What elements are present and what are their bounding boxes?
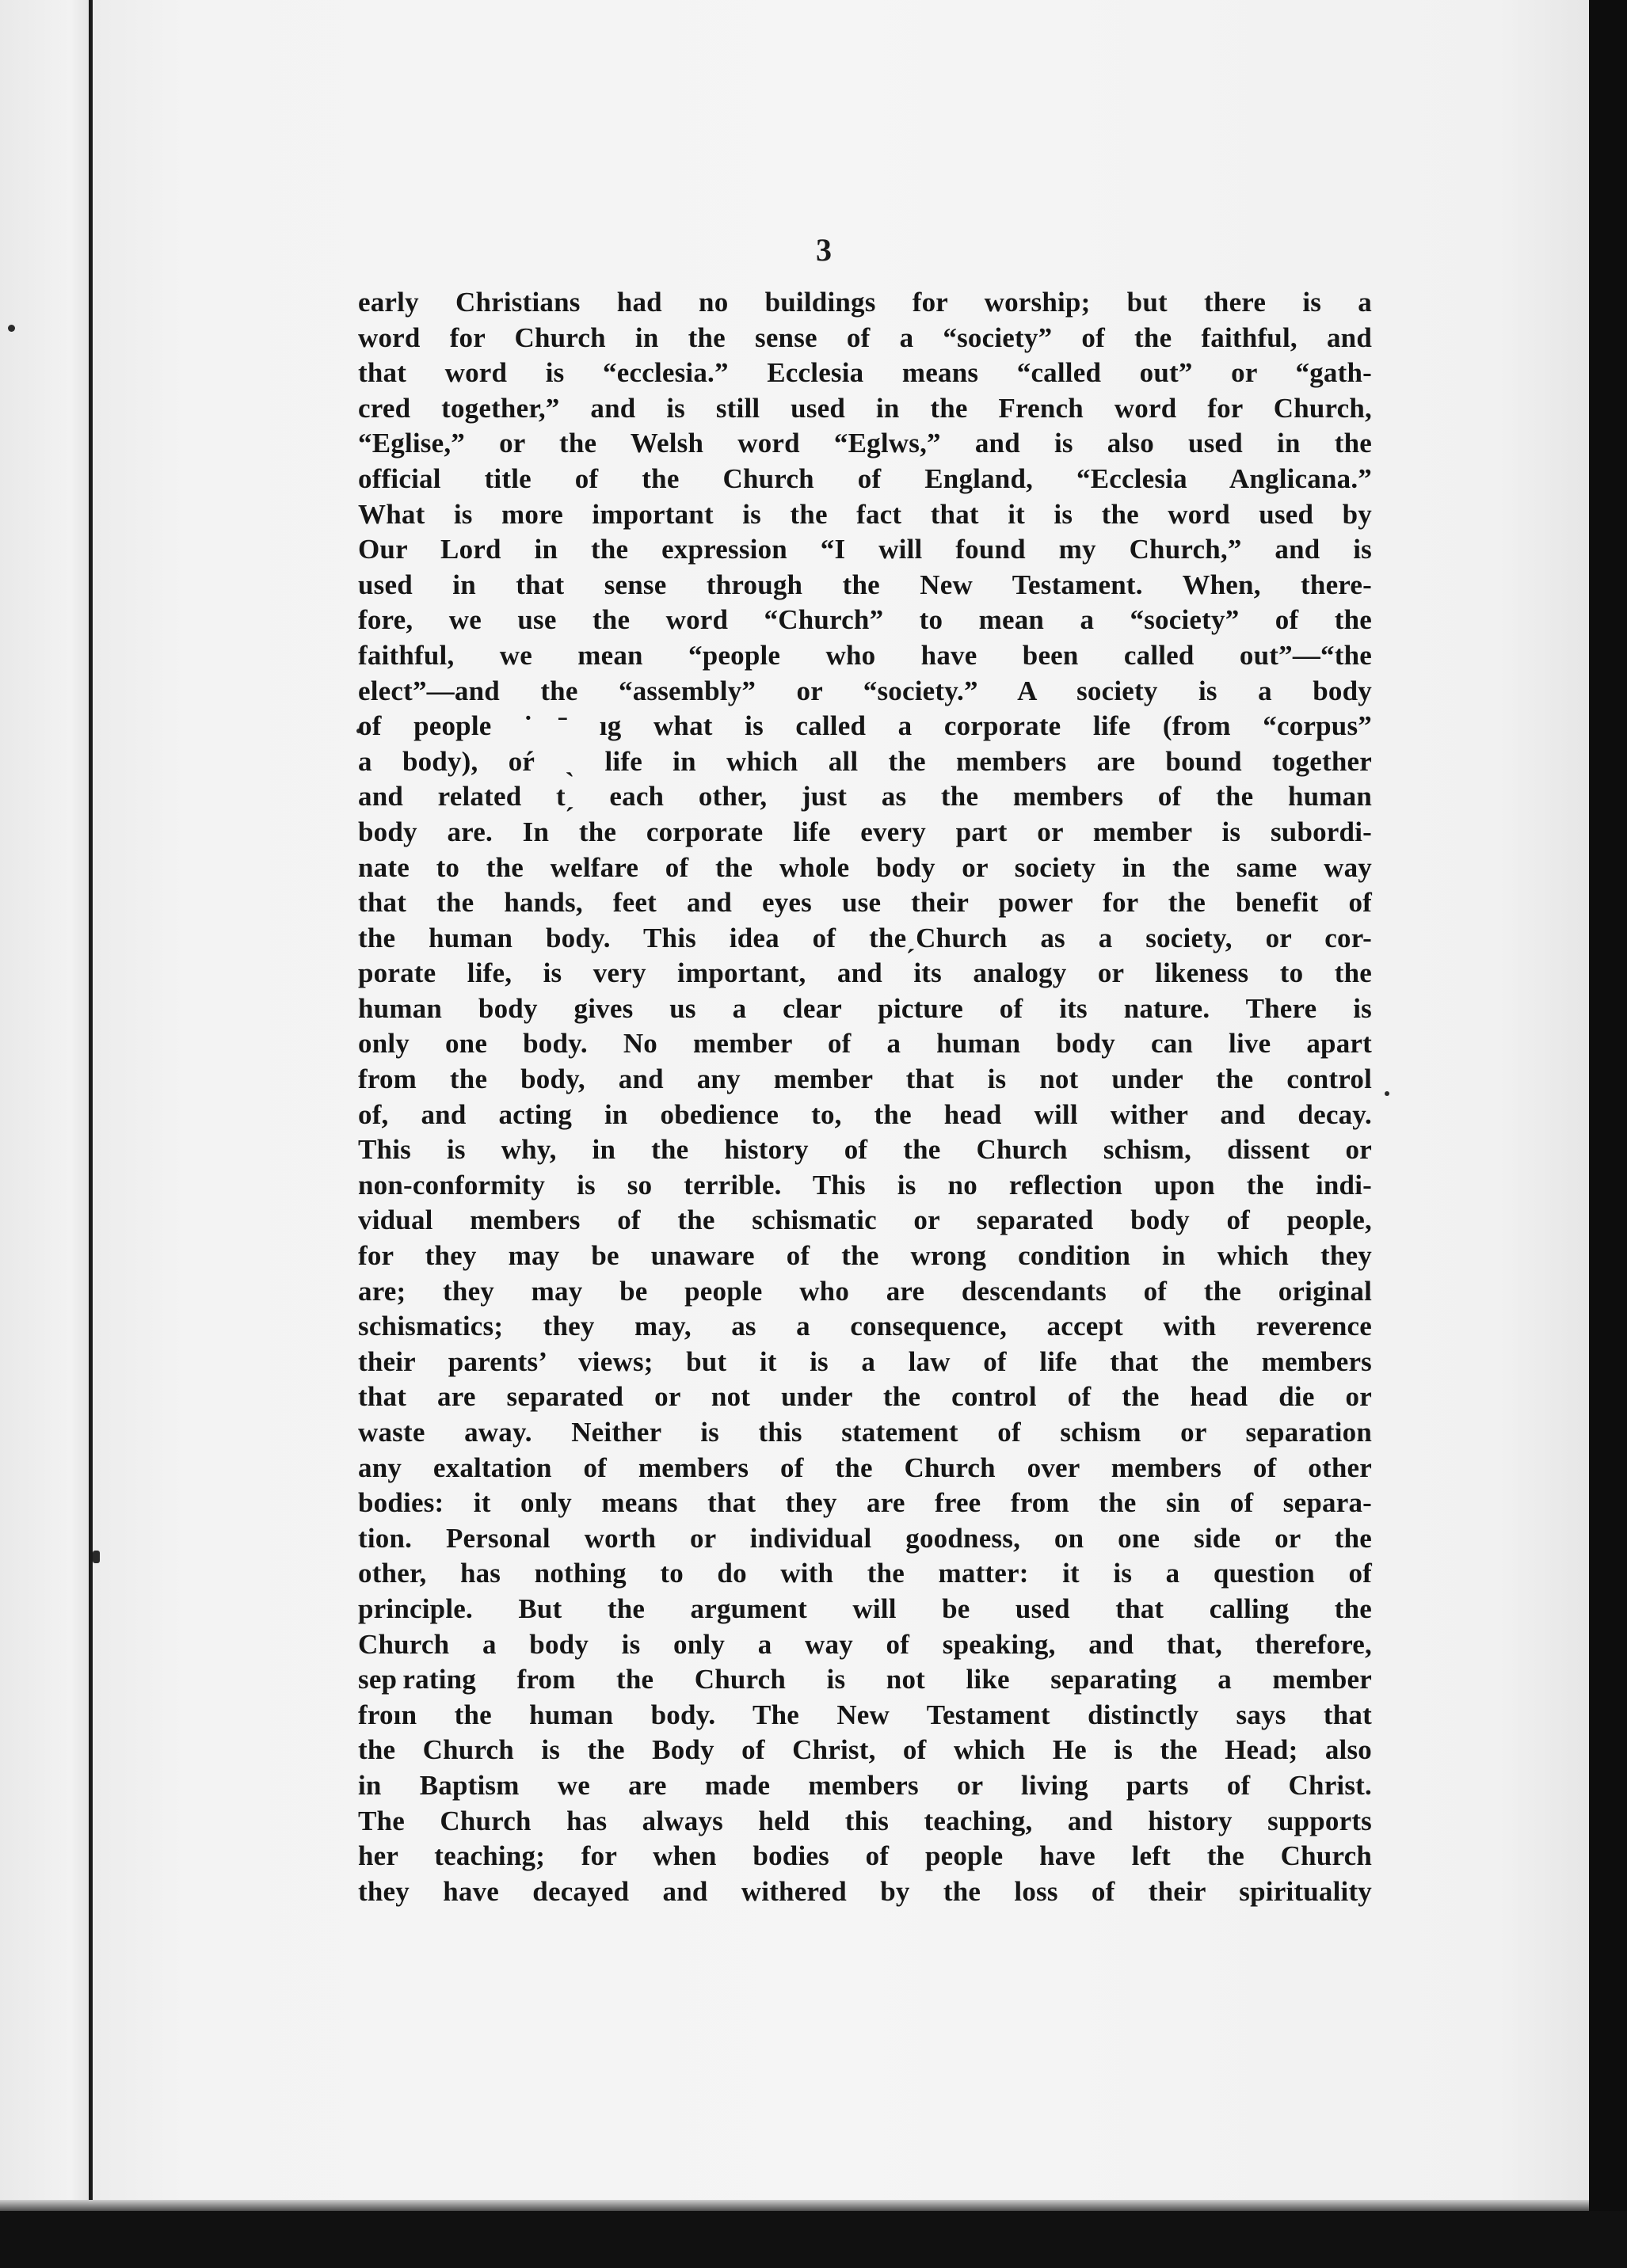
text-line: their parents’ views; but it is a law of life that the members [358,1345,1372,1377]
text-line: nate to the welfare of the whole body or society in the same way [358,851,1372,883]
text-line: for they may be unaware of the wrong condition in which they [358,1240,1372,1272]
text-line: any exaltation of members of the Church over members of other [358,1452,1372,1483]
dust-speck [93,1551,100,1563]
text-line: used in that sense through the New Testament. When, there- [358,569,1372,600]
text-line: vidual members of the schismatic or separated body of people, [358,1204,1372,1236]
right-film-border [1589,0,1627,2268]
text-line: the human body. This idea of theˏChurch as a society, or cor- [358,922,1372,953]
text-line: body are. In the corporate life every part or member is subordi- [358,816,1372,847]
text-line: bodies: it only means that they are free from the sin of separa- [358,1487,1372,1519]
text-line: only one body. No member of a human body can live apart [358,1028,1372,1060]
text-line: of, and acting in obedience to, the head will wither and decay. [358,1098,1372,1130]
dust-speck [8,325,15,332]
bottom-film-border [0,2211,1627,2268]
text-line: froın the human body. The New Testament distinctly says that [358,1699,1372,1730]
text-line: a body), oŕ ˎ life in which all the members are bound together [358,745,1372,777]
text-line: they have decayed and withered by the loss of their spirituality [358,1875,1372,1907]
left-margin-strip [0,0,89,2209]
text-line: “Eglise,” or the Welsh word “Eglws,” and is also used in the [358,428,1372,459]
text-line: The Church has always held this teaching, and history supports [358,1805,1372,1836]
text-line: that the hands, feet and eyes use their power for the benefit of [358,887,1372,919]
text-line: in Baptism we are made members or living parts of Christ. [358,1769,1372,1801]
text-line: and related tˏ each other, just as the members of the human [358,781,1372,812]
page-number: 3 [816,232,832,268]
text-line: other, has nothing to do with the matter: it is a question of [358,1558,1372,1589]
dust-speck [1385,1091,1389,1096]
text-line: Church a body is only a way of speaking, and that, therefore, [358,1628,1372,1660]
text-line: principle. But the argument will be used that calling the [358,1593,1372,1624]
text-line: official title of the Church of England, “Ecclesia Anglicana.” [358,462,1372,494]
text-line: non-conformity is so terrible. This is no reflection upon the indi- [358,1169,1372,1201]
text-line: early Christians had no buildings for worship; but there is a [358,287,1372,318]
text-line: porate life, is very important, and its analogy or likeness to the [358,957,1372,989]
text-line: This is why, in the history of the Church schism, dissent or [358,1134,1372,1166]
text-line: cred together,” and is still used in the French word for Church, [358,392,1372,424]
text-line: elect”—and the “assembly” or “society.” A society is a body [358,675,1372,706]
text-line: of people ˙ˉ ıg what is called a corporate life (from “corpus” [358,710,1372,742]
text-line: faithful, we mean “people who have been called out”—“the [358,639,1372,671]
text-line: her teaching; for when bodies of people have left the Church [358,1840,1372,1872]
text-line: are; they may be people who are descendants of the original [358,1275,1372,1307]
text-line: from the body, and any member that is not under the control [358,1064,1372,1095]
text-line: the Church is the Body of Christ, of which He is the Head; also [358,1734,1372,1766]
body-text [358,285,1372,1909]
text-line: What is more important is the fact that it is the word used by [358,498,1372,530]
text-line: human body gives us a clear picture of its nature. There is [358,992,1372,1024]
text-line: that word is “ecclesia.” Ecclesia means “called out” or “gath- [358,357,1372,389]
text-line: Our Lord in the expression “I will found my Church,” and is [358,534,1372,565]
text-line: tion. Personal worth or individual goodness, on one side or the [358,1522,1372,1554]
text-line: sep rating from the Church is not like separating a member [358,1664,1372,1695]
text-line: word for Church in the sense of a “society” of the faithful, and [358,322,1372,353]
text-line: that are separated or not under the control of the head die or [358,1381,1372,1413]
text-line: waste away. Neither is this statement of schism or separation [358,1417,1372,1448]
text-line: schismatics; they may, as a consequence, accept with reverence [358,1311,1372,1342]
text-line: fore, we use the word “Church” to mean a “society” of the [358,604,1372,636]
